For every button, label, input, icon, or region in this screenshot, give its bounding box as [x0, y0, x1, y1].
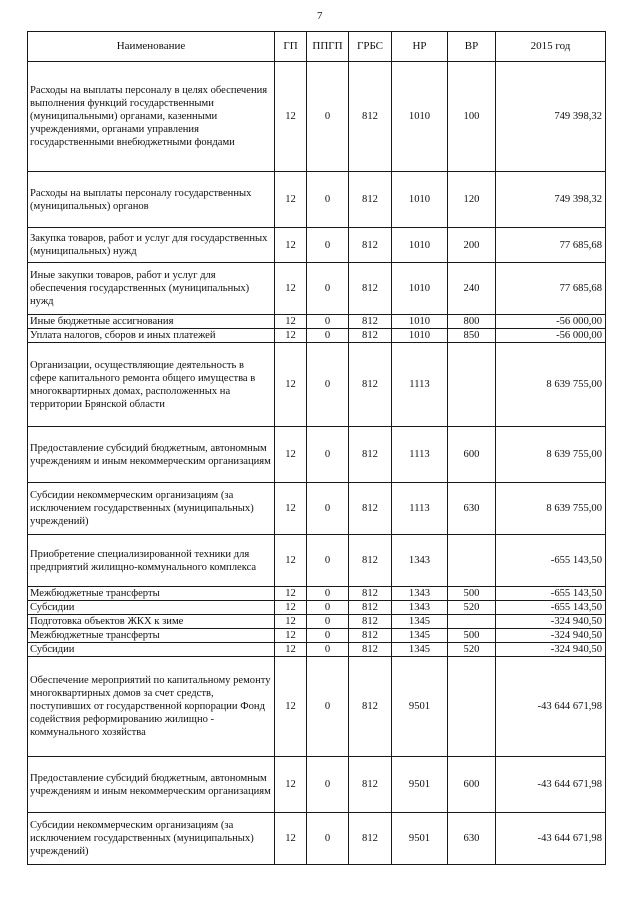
row-grbs: 812 [349, 315, 392, 329]
table-row [28, 172, 606, 228]
row-grbs: 812 [349, 757, 392, 813]
row-vr [448, 657, 496, 757]
row-vr: 120 [448, 172, 496, 228]
row-sum: 8 639 755,00 [496, 483, 606, 535]
row-vr: 240 [448, 263, 496, 315]
row-np: 9501 [392, 657, 448, 757]
table-row [28, 329, 606, 343]
row-sum: -56 000,00 [496, 315, 606, 329]
row-ppgp: 0 [307, 343, 349, 427]
row-sum: -655 143,50 [496, 535, 606, 587]
header-grbs: ГРБС [349, 32, 392, 62]
row-ppgp: 0 [307, 263, 349, 315]
row-name: Расходы на выплаты персоналу в целях обеспечения выполнения функций государственными (муниципальными) органами, казенными учреждениями, органами управления государственными внебюджетными фондами [28, 62, 275, 172]
row-vr: 200 [448, 228, 496, 263]
row-name: Иные бюджетные ассигнования [28, 315, 275, 329]
row-grbs: 812 [349, 587, 392, 601]
row-sum: 77 685,68 [496, 263, 606, 315]
row-gp: 12 [275, 329, 307, 343]
row-ppgp: 0 [307, 813, 349, 865]
table-row [28, 535, 606, 587]
row-name: Межбюджетные трансферты [28, 629, 275, 643]
row-sum: -43 644 671,98 [496, 813, 606, 865]
row-gp: 12 [275, 757, 307, 813]
table-row [28, 615, 606, 629]
header-name: Наименование [28, 32, 275, 62]
row-gp: 12 [275, 483, 307, 535]
row-grbs: 812 [349, 629, 392, 643]
row-ppgp: 0 [307, 228, 349, 263]
table-row [28, 587, 606, 601]
row-grbs: 812 [349, 483, 392, 535]
row-sum: 8 639 755,00 [496, 427, 606, 483]
row-ppgp: 0 [307, 757, 349, 813]
row-np: 1010 [392, 315, 448, 329]
table-row [28, 62, 606, 172]
row-ppgp: 0 [307, 329, 349, 343]
row-vr: 600 [448, 757, 496, 813]
row-ppgp: 0 [307, 629, 349, 643]
row-vr: 630 [448, 483, 496, 535]
table-row [28, 757, 606, 813]
row-name: Подготовка объектов ЖКХ к зиме [28, 615, 275, 629]
row-gp: 12 [275, 587, 307, 601]
row-gp: 12 [275, 657, 307, 757]
row-sum: -324 940,50 [496, 629, 606, 643]
row-ppgp: 0 [307, 172, 349, 228]
row-ppgp: 0 [307, 643, 349, 657]
table-row [28, 228, 606, 263]
row-grbs: 812 [349, 172, 392, 228]
table-row [28, 483, 606, 535]
row-name: Предоставление субсидий бюджетным, автономным учреждениям и иным некоммерческим организациям [28, 427, 275, 483]
row-gp: 12 [275, 343, 307, 427]
row-name: Субсидии [28, 601, 275, 615]
table-row [28, 643, 606, 657]
row-gp: 12 [275, 427, 307, 483]
row-grbs: 812 [349, 601, 392, 615]
row-grbs: 812 [349, 343, 392, 427]
row-np: 9501 [392, 757, 448, 813]
row-np: 1010 [392, 172, 448, 228]
row-name: Субсидии некоммерческим организациям (за исключением государственных (муниципальных) учреждений) [28, 483, 275, 535]
row-ppgp: 0 [307, 62, 349, 172]
row-gp: 12 [275, 315, 307, 329]
row-name: Уплата налогов, сборов и иных платежей [28, 329, 275, 343]
row-sum: 749 398,32 [496, 62, 606, 172]
row-grbs: 812 [349, 643, 392, 657]
row-ppgp: 0 [307, 587, 349, 601]
table-row [28, 315, 606, 329]
row-sum: 77 685,68 [496, 228, 606, 263]
header-vr: ВР [448, 32, 496, 62]
row-gp: 12 [275, 629, 307, 643]
row-ppgp: 0 [307, 483, 349, 535]
row-gp: 12 [275, 62, 307, 172]
row-vr: 600 [448, 427, 496, 483]
row-ppgp: 0 [307, 615, 349, 629]
row-vr: 500 [448, 629, 496, 643]
row-name: Обеспечение мероприятий по капитальному ремонту многоквартирных домов за счет средств, поступивших от государственной корпорации Фонд содействия реформированию жилищно - коммунального хозяйства [28, 657, 275, 757]
header-row [28, 32, 606, 62]
row-sum: -56 000,00 [496, 329, 606, 343]
header-gp: ГП [275, 32, 307, 62]
row-np: 1010 [392, 228, 448, 263]
row-np: 1343 [392, 601, 448, 615]
row-sum: -655 143,50 [496, 601, 606, 615]
table-row [28, 629, 606, 643]
row-name: Субсидии некоммерческим организациям (за исключением государственных (муниципальных) учреждений) [28, 813, 275, 865]
row-gp: 12 [275, 535, 307, 587]
row-grbs: 812 [349, 263, 392, 315]
row-vr: 500 [448, 587, 496, 601]
table-row [28, 343, 606, 427]
row-np: 1010 [392, 263, 448, 315]
row-grbs: 812 [349, 813, 392, 865]
budget-table [27, 31, 606, 865]
table-row [28, 427, 606, 483]
row-vr: 520 [448, 643, 496, 657]
row-sum: -324 940,50 [496, 643, 606, 657]
row-sum: -655 143,50 [496, 587, 606, 601]
row-np: 1113 [392, 343, 448, 427]
row-np: 1113 [392, 427, 448, 483]
header-year: 2015 год [496, 32, 606, 62]
row-vr [448, 615, 496, 629]
row-np: 1345 [392, 643, 448, 657]
table-row [28, 263, 606, 315]
row-np: 1010 [392, 329, 448, 343]
row-name: Иные закупки товаров, работ и услуг для обеспечения государственных (муниципальных) нужд [28, 263, 275, 315]
row-gp: 12 [275, 813, 307, 865]
row-np: 9501 [392, 813, 448, 865]
row-np: 1113 [392, 483, 448, 535]
header-np: НР [392, 32, 448, 62]
row-np: 1343 [392, 587, 448, 601]
row-vr: 100 [448, 62, 496, 172]
row-name: Предоставление субсидий бюджетным, автономным учреждениям и иным некоммерческим организациям [28, 757, 275, 813]
row-vr [448, 343, 496, 427]
row-name: Приобретение специализированной техники для предприятий жилищно-коммунального комплекса [28, 535, 275, 587]
row-sum: 749 398,32 [496, 172, 606, 228]
header-ppgp: ППГП [307, 32, 349, 62]
row-grbs: 812 [349, 228, 392, 263]
row-gp: 12 [275, 601, 307, 615]
row-vr [448, 535, 496, 587]
row-name: Закупка товаров, работ и услуг для государственных (муниципальных) нужд [28, 228, 275, 263]
row-grbs: 812 [349, 535, 392, 587]
row-name: Расходы на выплаты персоналу государственных (муниципальных) органов [28, 172, 275, 228]
row-ppgp: 0 [307, 601, 349, 615]
row-name: Субсидии [28, 643, 275, 657]
row-np: 1345 [392, 629, 448, 643]
row-sum: -43 644 671,98 [496, 657, 606, 757]
row-gp: 12 [275, 643, 307, 657]
row-name: Межбюджетные трансферты [28, 587, 275, 601]
row-sum: -43 644 671,98 [496, 757, 606, 813]
row-np: 1345 [392, 615, 448, 629]
row-gp: 12 [275, 263, 307, 315]
row-grbs: 812 [349, 427, 392, 483]
row-grbs: 812 [349, 615, 392, 629]
row-np: 1343 [392, 535, 448, 587]
row-vr: 520 [448, 601, 496, 615]
row-ppgp: 0 [307, 315, 349, 329]
row-vr: 800 [448, 315, 496, 329]
row-ppgp: 0 [307, 427, 349, 483]
row-sum: 8 639 755,00 [496, 343, 606, 427]
page-number: 7 [317, 10, 323, 22]
table-row [28, 657, 606, 757]
row-grbs: 812 [349, 329, 392, 343]
row-vr: 630 [448, 813, 496, 865]
row-name: Организации, осуществляющие деятельность в сфере капитального ремонта общего имущества в многоквартирных домах, расположенных на территории Брянской области [28, 343, 275, 427]
row-ppgp: 0 [307, 535, 349, 587]
table-row [28, 601, 606, 615]
row-grbs: 812 [349, 62, 392, 172]
row-sum: -324 940,50 [496, 615, 606, 629]
row-vr: 850 [448, 329, 496, 343]
row-gp: 12 [275, 228, 307, 263]
row-gp: 12 [275, 615, 307, 629]
row-gp: 12 [275, 172, 307, 228]
row-grbs: 812 [349, 657, 392, 757]
row-ppgp: 0 [307, 657, 349, 757]
row-np: 1010 [392, 62, 448, 172]
table-row [28, 813, 606, 865]
